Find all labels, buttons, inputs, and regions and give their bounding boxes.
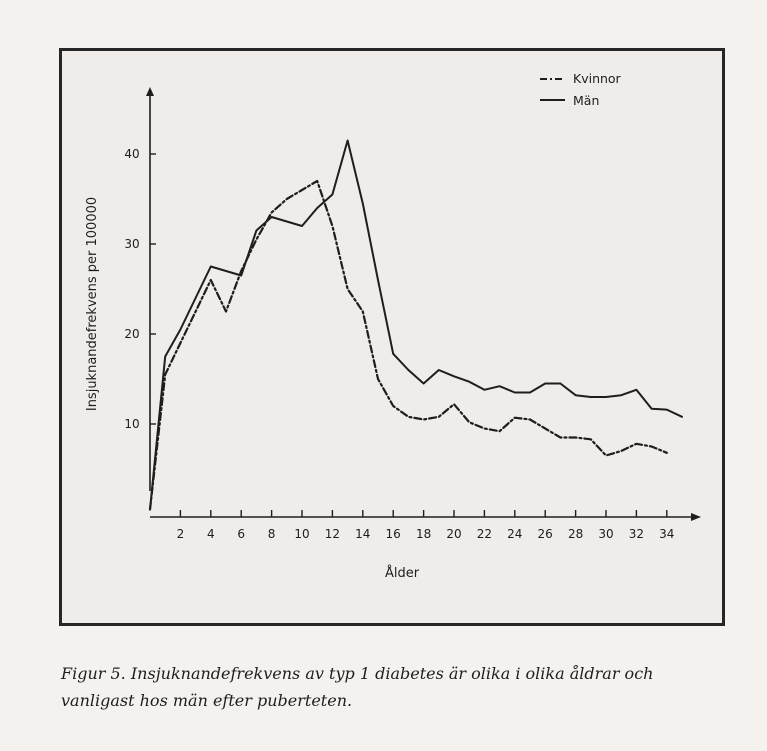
x-tick-label: 8 <box>267 527 276 541</box>
x-tick-label: 28 <box>567 527 584 541</box>
x-tick-label: 30 <box>598 527 614 541</box>
legend <box>540 71 622 108</box>
figure-frame <box>59 48 725 626</box>
x-tick-label: 24 <box>507 527 523 541</box>
y-tick-label: 10 <box>124 417 140 431</box>
y-tick-label: 30 <box>124 237 140 251</box>
x-tick-label: 16 <box>385 527 401 541</box>
x-tick-label: 20 <box>446 527 462 541</box>
x-tick-label: 22 <box>476 527 493 541</box>
x-tick-label: 2 <box>176 527 185 541</box>
legend-label-kvinnor: Kvinnor <box>573 71 621 86</box>
series-layer <box>150 141 682 510</box>
x-tick-label: 32 <box>628 527 645 541</box>
x-tick-label: 10 <box>294 527 310 541</box>
series-line-kvinnor <box>150 181 667 510</box>
figure-caption: Figur 5. Insjuknandefrekvens av typ 1 diabetes är olika i olika åldrar och vanligast hos män efter puberteten. <box>61 664 654 710</box>
x-tick-label: 26 <box>537 527 553 541</box>
series-line-man <box>150 141 682 510</box>
legend-label-man: Män <box>573 93 600 108</box>
x-tick-label: 18 <box>415 527 432 541</box>
y-tick-label: 20 <box>124 327 140 341</box>
y-axis-arrow <box>146 87 154 96</box>
line-chart <box>62 51 722 623</box>
x-axis-title: Ålder <box>384 566 420 581</box>
x-tick-label: 4 <box>206 527 215 541</box>
x-tick-label: 12 <box>324 527 341 541</box>
y-tick-label: 40 <box>124 147 140 161</box>
x-axis-arrow <box>691 513 701 521</box>
y-ticks <box>124 147 156 431</box>
x-tick-label: 6 <box>237 527 246 541</box>
y-axis-title: Insjuknandefrekvens per 100000 <box>85 196 100 412</box>
x-tick-label: 14 <box>355 527 371 541</box>
x-tick-label: 34 <box>659 527 675 541</box>
x-ticks <box>177 510 675 541</box>
